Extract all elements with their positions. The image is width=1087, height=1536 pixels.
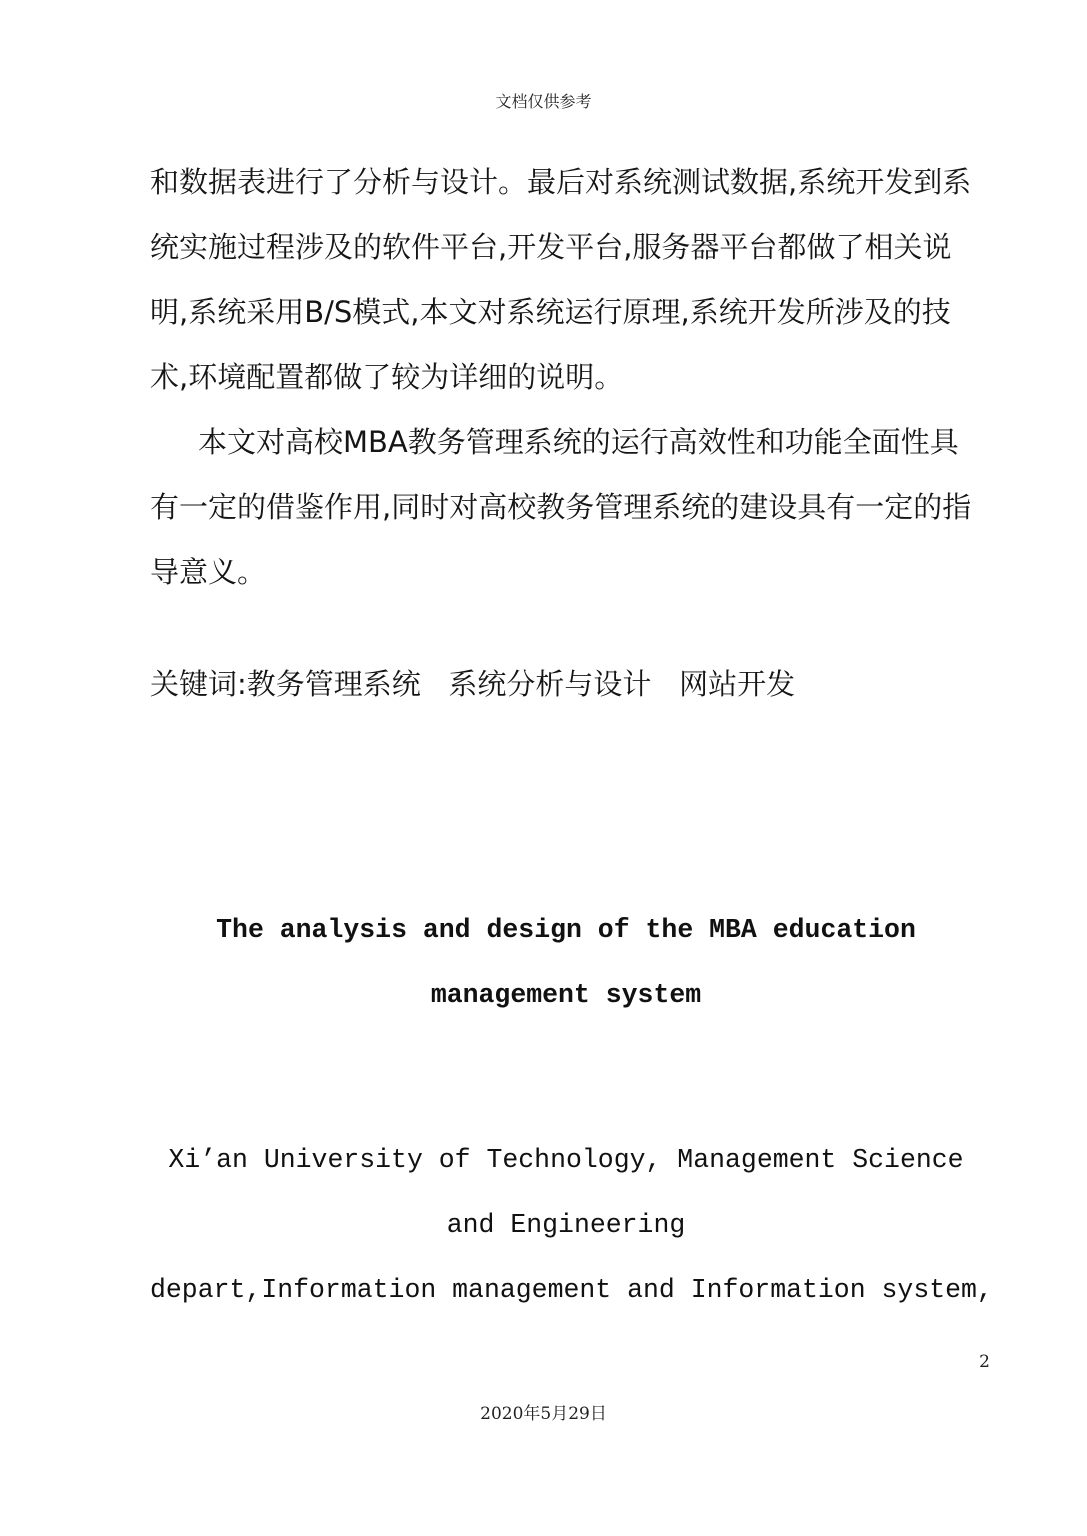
page-footer-date: 2020年5月29日 — [480, 1404, 607, 1424]
body-paragraph-2: 本文对高校MBA教务管理系统的运行高效性和功能全面性具有一定的借鉴作用,同时对高校教务管理系统的建设具有一定的指导意义。 — [150, 425, 972, 589]
page-header: 文档仅供参考 — [495, 92, 592, 111]
keywords-line: 关键词:教务管理系统 系统分析与设计 网站开发 — [150, 667, 796, 701]
page-number: 2 — [979, 1352, 990, 1372]
english-title: The analysis and design of the MBA education management system — [216, 915, 916, 1010]
english-department: depart,Information management and Information system, — [150, 1275, 993, 1305]
english-affiliation: Xi’an University of Technology, Management Science and Engineering — [168, 1145, 964, 1240]
body-paragraph-1: 和数据表进行了分析与设计。最后对系统测试数据,系统开发到系统实施过程涉及的软件平台,开发平台,服务器平台都做了相关说明,系统采用B/S模式,本文对系统运行原理,系统开发所涉及的技术,环境配置都做了较为详细的说明。 — [150, 165, 972, 394]
